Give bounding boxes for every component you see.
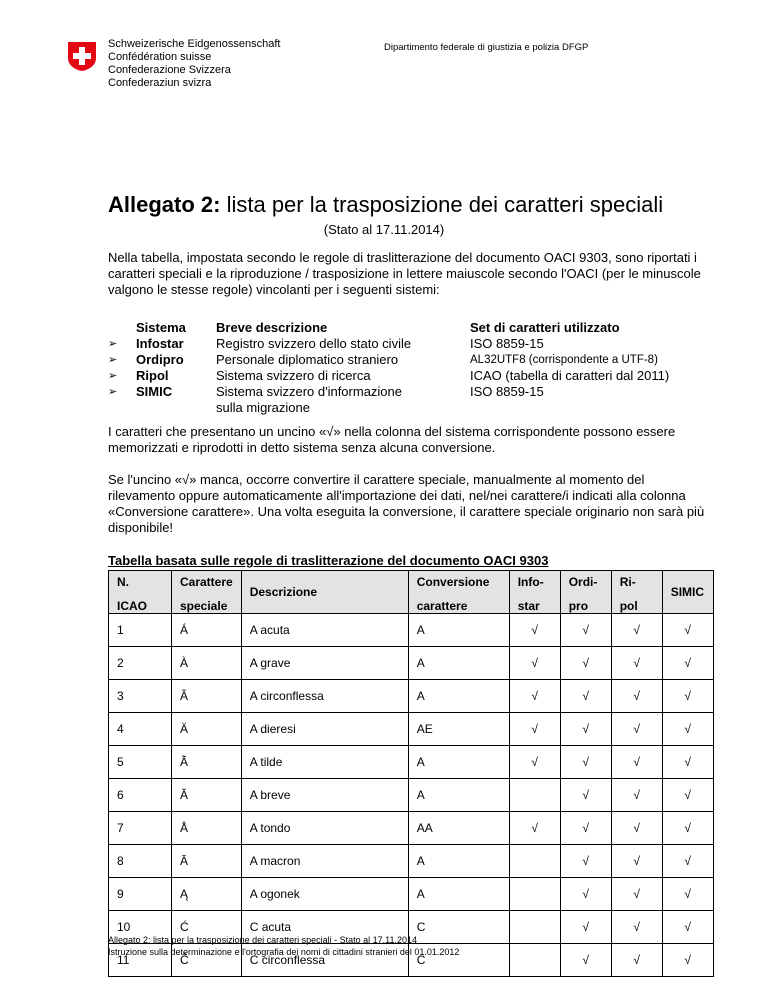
checkmark-paragraph: I caratteri che presentano un uncino «√» nella colonna del sistema corrispondente possono essere memorizzati e riprodotti in detto sistema senza alcuna conversione. — [108, 424, 676, 455]
cell-ordipro: √ — [560, 680, 611, 713]
header-simic: SIMIC — [662, 571, 713, 614]
cell-infostar — [509, 845, 560, 878]
table-row — [109, 614, 714, 647]
cell-simic: √ — [662, 944, 713, 977]
cell-infostar: √ — [509, 647, 560, 680]
table-row — [109, 746, 714, 779]
cell-infostar: √ — [509, 614, 560, 647]
cell-desc: A breve — [241, 779, 408, 812]
cell-simic: √ — [662, 779, 713, 812]
conversion-paragraph: Se l'uncino «√» manca, occorre convertire il carattere speciale, manualmente al momento del rilevamento oppure automaticamente all'importazione dei dati, nel/nei carattere/i indicati alla colonna «Conversione carattere». Una volta eseguita la conversione, il carattere speciale originario non sarà più disponibile! — [108, 472, 705, 535]
cell-simic: √ — [662, 614, 713, 647]
cell-ripol: √ — [611, 713, 662, 746]
systems-header-set: Set di caratteri utilizzato — [470, 320, 620, 335]
header-ripol — [611, 571, 662, 614]
page-title — [108, 192, 663, 218]
cell-ordipro: √ — [560, 911, 611, 944]
header-conversione — [408, 571, 509, 614]
cell-n: 8 — [109, 845, 172, 878]
system-desc: Personale diplomatico straniero — [216, 352, 399, 367]
system-set: ISO 8859-15 — [470, 384, 544, 399]
footer-line: Allegato 2: lista per la trasposizione dei caratteri speciali - Stato al 17.11.2014 — [108, 935, 418, 945]
intro-paragraph: Nella tabella, impostata secondo le regole di traslitterazione del documento OACI 9303, sono riportati i caratteri speciali e la riproduzione / trasposizione in lettere maiuscole secondo l'OACI (per le minuscole valgono le stesse regole) vincolanti per i seguenti sistemi: — [108, 250, 701, 297]
systems-header-descrizione: Breve descrizione — [216, 320, 328, 335]
cell-conv: AE — [408, 713, 509, 746]
cell-char: Ć — [172, 911, 242, 944]
table-row — [109, 779, 714, 812]
cell-infostar — [509, 911, 560, 944]
cell-n: 4 — [109, 713, 172, 746]
cell-ripol: √ — [611, 944, 662, 977]
cell-infostar: √ — [509, 680, 560, 713]
cell-ripol: √ — [611, 647, 662, 680]
org-line: Confédération suisse — [108, 51, 212, 63]
title-bold: Allegato 2: — [108, 192, 221, 217]
header-ordipro — [560, 571, 611, 614]
header-descrizione: Descrizione — [241, 571, 408, 614]
cell-infostar: √ — [509, 746, 560, 779]
cell-n: 2 — [109, 647, 172, 680]
cell-desc: A tondo — [241, 812, 408, 845]
header-text: carattere — [416, 599, 468, 613]
system-name: Ripol — [136, 368, 169, 383]
table-row — [109, 647, 714, 680]
cell-n: 11 — [109, 944, 172, 977]
cell-n: 1 — [109, 614, 172, 647]
cell-char: Ĉ — [172, 944, 242, 977]
cell-desc: A ogonek — [241, 878, 408, 911]
page-subtitle: (Stato al 17.11.2014) — [323, 222, 445, 237]
swiss-flag-icon — [66, 40, 98, 72]
cell-simic: √ — [662, 680, 713, 713]
header-infostar — [509, 571, 560, 614]
cell-ordipro: √ — [560, 713, 611, 746]
cell-n: 6 — [109, 779, 172, 812]
cell-conv: C — [408, 944, 509, 977]
system-desc: Sistema svizzero di ricerca — [216, 368, 371, 383]
cell-ordipro: √ — [560, 647, 611, 680]
cell-n: 10 — [109, 911, 172, 944]
header-text: Conversione — [416, 575, 490, 589]
cell-conv: A — [408, 680, 509, 713]
system-set: ICAO (tabella di caratteri dal 2011) — [470, 368, 670, 383]
organization-name — [108, 38, 280, 90]
cell-desc: A acuta — [241, 614, 408, 647]
cell-conv: A — [408, 746, 509, 779]
org-line: Confederaziun svizra — [108, 77, 212, 89]
header-text: pro — [568, 599, 589, 613]
system-desc-continued: sulla migrazione — [216, 400, 310, 415]
cell-ordipro: √ — [560, 746, 611, 779]
header-text: ICAO — [117, 599, 147, 613]
cell-desc: A circonflessa — [241, 680, 408, 713]
page-footer — [108, 934, 459, 958]
cell-infostar — [509, 944, 560, 977]
cell-conv: A — [408, 878, 509, 911]
cell-infostar: √ — [509, 812, 560, 845]
cell-ripol: √ — [611, 746, 662, 779]
cell-simic: √ — [662, 845, 713, 878]
cell-infostar — [509, 878, 560, 911]
cell-conv: A — [408, 845, 509, 878]
cell-simic: √ — [662, 911, 713, 944]
system-desc: Sistema svizzero d'informazione — [216, 384, 402, 399]
cell-ordipro: √ — [560, 944, 611, 977]
header-text: Carattere — [180, 575, 233, 589]
header-text: star — [517, 599, 540, 613]
cell-char: Ä — [172, 713, 242, 746]
table-row — [109, 680, 714, 713]
cell-desc: A tilde — [241, 746, 408, 779]
department-name: Dipartimento federale di giustizia e polizia DFGP — [384, 42, 589, 53]
cell-ripol: √ — [611, 911, 662, 944]
cell-char: Â — [172, 680, 242, 713]
cell-ordipro: √ — [560, 878, 611, 911]
cell-ripol: √ — [611, 779, 662, 812]
table-row — [109, 713, 714, 746]
system-name: Ordipro — [136, 352, 184, 367]
system-desc: Registro svizzero dello stato civile — [216, 336, 412, 351]
org-line: Confederazione Svizzera — [108, 64, 231, 76]
table-row — [109, 845, 714, 878]
arrow-bullet-icon: ➢ — [108, 354, 118, 366]
cell-conv: A — [408, 779, 509, 812]
cell-infostar: √ — [509, 713, 560, 746]
cell-simic: √ — [662, 713, 713, 746]
cell-infostar — [509, 779, 560, 812]
table-caption: Tabella basata sulle regole di traslitterazione del documento OACI 9303 — [108, 553, 549, 568]
cell-desc: A dieresi — [241, 713, 408, 746]
cell-char: À — [172, 647, 242, 680]
cell-n: 9 — [109, 878, 172, 911]
header-text: speciale — [180, 599, 228, 613]
arrow-bullet-icon: ➢ — [108, 338, 118, 350]
cell-char: Å — [172, 812, 242, 845]
cell-n: 7 — [109, 812, 172, 845]
cell-desc: C circonflessa — [241, 944, 408, 977]
cell-ripol: √ — [611, 845, 662, 878]
cell-desc: C acuta — [241, 911, 408, 944]
cell-char: Ą — [172, 878, 242, 911]
cell-n: 5 — [109, 746, 172, 779]
cell-simic: √ — [662, 647, 713, 680]
cell-ripol: √ — [611, 878, 662, 911]
cell-ordipro: √ — [560, 614, 611, 647]
cell-ripol: √ — [611, 812, 662, 845]
table-row — [109, 812, 714, 845]
header-n-icao — [109, 571, 172, 614]
header-text: Ordi- — [568, 575, 598, 589]
footer-line: Istruzione sulla determinazione e l'ortografia dei nomi di cittadini stranieri del 01.01.2012 — [108, 947, 460, 957]
cell-char: Ă — [172, 779, 242, 812]
cell-char: Á — [172, 614, 242, 647]
systems-header-sistema: Sistema — [136, 320, 186, 335]
cell-char: Ā — [172, 845, 242, 878]
cell-simic: √ — [662, 746, 713, 779]
org-line: Schweizerische Eidgenossenschaft — [108, 38, 281, 50]
cell-char: Ã — [172, 746, 242, 779]
cell-conv: C — [408, 911, 509, 944]
cell-conv: AA — [408, 812, 509, 845]
header-carattere — [172, 571, 242, 614]
header-text: Info- — [517, 575, 544, 589]
system-name: SIMIC — [136, 384, 173, 399]
header-text: N. — [117, 575, 129, 589]
system-set: ISO 8859-15 — [470, 336, 544, 351]
cell-ordipro: √ — [560, 845, 611, 878]
header-text: pol — [619, 599, 638, 613]
system-set: AL32UTF8 (corrispondente a UTF-8) — [470, 354, 658, 366]
cell-ordipro: √ — [560, 779, 611, 812]
cell-desc: A macron — [241, 845, 408, 878]
cell-ripol: √ — [611, 680, 662, 713]
cell-simic: √ — [662, 878, 713, 911]
cell-desc: A grave — [241, 647, 408, 680]
system-name: Infostar — [136, 336, 184, 351]
cell-n: 3 — [109, 680, 172, 713]
table-row — [109, 878, 714, 911]
cell-conv: A — [408, 614, 509, 647]
arrow-bullet-icon: ➢ — [108, 386, 118, 398]
cell-conv: A — [408, 647, 509, 680]
header-text: Ri- — [619, 575, 636, 589]
title-rest: lista per la trasposizione dei caratteri speciali — [220, 192, 664, 217]
transposition-table — [108, 570, 714, 977]
cell-ordipro: √ — [560, 812, 611, 845]
cell-ripol: √ — [611, 614, 662, 647]
cell-simic: √ — [662, 812, 713, 845]
arrow-bullet-icon: ➢ — [108, 370, 118, 382]
